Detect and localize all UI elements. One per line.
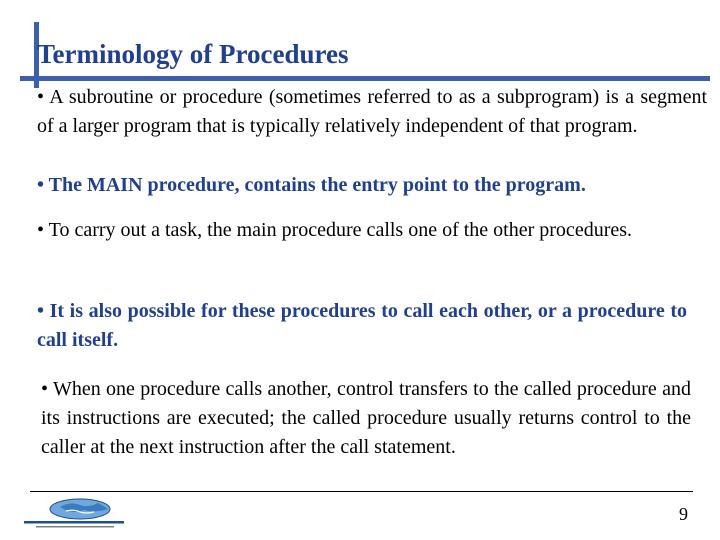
bullet-subroutine-definition: • A subroutine or procedure (sometimes referred to as a subprogram) is a segment of a larger program that is typically relatively independent of that program. [37, 86, 707, 137]
bullet-carry-out-task: • To carry out a task, the main procedure calls one of the other procedures. [37, 219, 633, 241]
title-horizontal-accent-bar [20, 76, 710, 81]
footer-divider [30, 491, 693, 492]
slide-title: Terminology of Procedures [37, 39, 349, 69]
globe-logo-icon [22, 497, 127, 531]
bullet-main-procedure: • The MAIN procedure, contains the entry point to the program. [37, 174, 586, 196]
bullet-call-each-other: • It is also possible for these procedures to call each other, or a procedure to call itself. [37, 300, 687, 351]
bullet-control-transfer: • When one procedure calls another, control transfers to the called procedure and its instructions are executed; the called procedure usually returns control to the caller at the next instruction after the call statement. [41, 378, 691, 458]
page-number: 9 [679, 504, 688, 524]
